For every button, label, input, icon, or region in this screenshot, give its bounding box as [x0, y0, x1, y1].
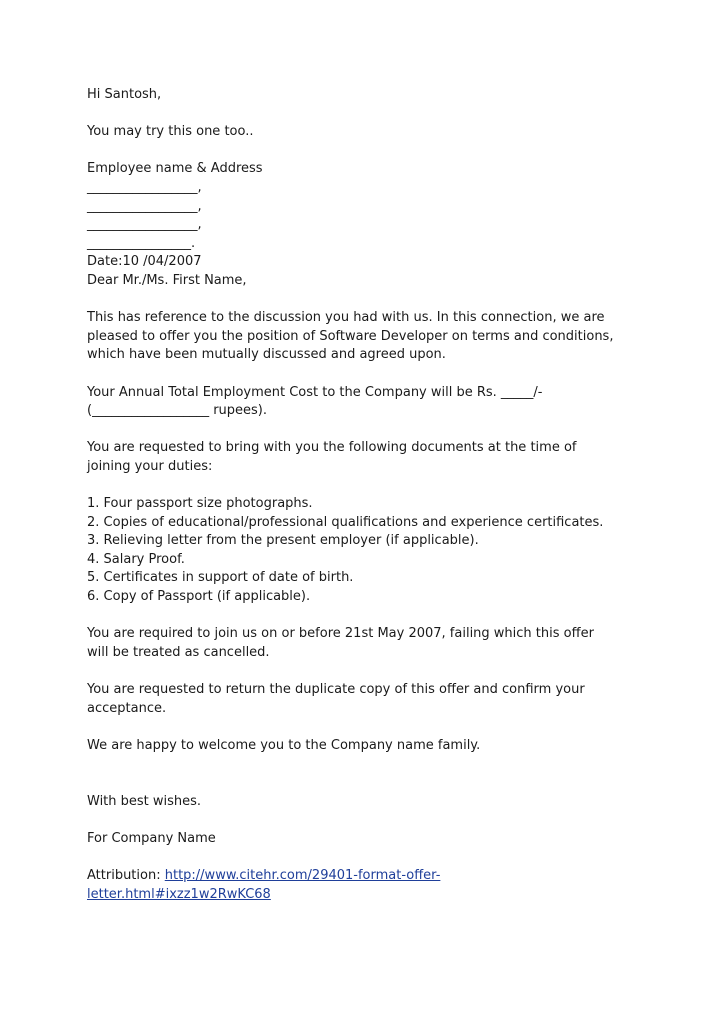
paragraph-offer: which have been mutually discussed and agreed upon. — [87, 347, 446, 363]
salutation: Dear Mr./Ms. First Name, — [87, 272, 247, 288]
paragraph-joining: You are required to join us on or before 21st May 2007, failing which this offer — [87, 626, 594, 642]
paragraph-salary: (__________________ rupees). — [87, 403, 268, 419]
document-list-item: 3. Relieving letter from the present employer (if applicable). — [87, 533, 479, 549]
letter-date: Date:10 /04/2007 — [87, 254, 202, 270]
intro-line: You may try this one too.. — [87, 124, 254, 140]
paragraph-joining: will be treated as cancelled. — [87, 644, 270, 660]
paragraph-documents-intro: You are requested to bring with you the following documents at the time of — [87, 440, 577, 456]
closing: With best wishes. — [87, 793, 202, 809]
document-list-item: 2. Copies of educational/professional qualifications and experience certificates. — [87, 514, 604, 530]
greeting: Hi Santosh, — [87, 87, 162, 102]
document-list-item: 6. Copy of Passport (if applicable). — [87, 589, 311, 605]
paragraph-documents-intro: joining your duties: — [87, 458, 213, 474]
paragraph-offer: This has reference to the discussion you had with us. In this connection, we are — [87, 310, 605, 326]
attribution-label: Attribution: — [87, 867, 165, 883]
document-list-item: 1. Four passport size photographs. — [87, 496, 313, 512]
document-list-item: 4. Salary Proof. — [87, 551, 185, 567]
paragraph-salary: Your Annual Total Employment Cost to the Company will be Rs. _____/- — [87, 384, 543, 400]
paragraph-acceptance: acceptance. — [87, 700, 167, 716]
attribution — [87, 867, 647, 886]
paragraph-offer: pleased to offer you the position of Software Developer on terms and conditions, — [87, 328, 614, 344]
address-line: _________________, — [87, 217, 202, 233]
document-list-item: 5. Certificates in support of date of birth. — [87, 570, 354, 586]
attribution-link[interactable]: http://www.citehr.com/29401-format-offer- — [164, 867, 441, 883]
letter-body — [87, 86, 647, 904]
address-line: _________________, — [87, 179, 202, 195]
paragraph-welcome: We are happy to welcome you to the Company name family. — [87, 737, 481, 753]
address-line: _________________, — [87, 198, 202, 214]
attribution-link-continued[interactable]: letter.html#ixzz1w2RwKC68 — [87, 886, 271, 902]
address-label: Employee name & Address — [87, 161, 263, 177]
attribution-continued — [87, 886, 647, 905]
address-line: ________________. — [87, 235, 196, 251]
paragraph-acceptance: You are requested to return the duplicate copy of this offer and confirm your — [87, 682, 585, 697]
signature: For Company Name — [87, 830, 216, 846]
